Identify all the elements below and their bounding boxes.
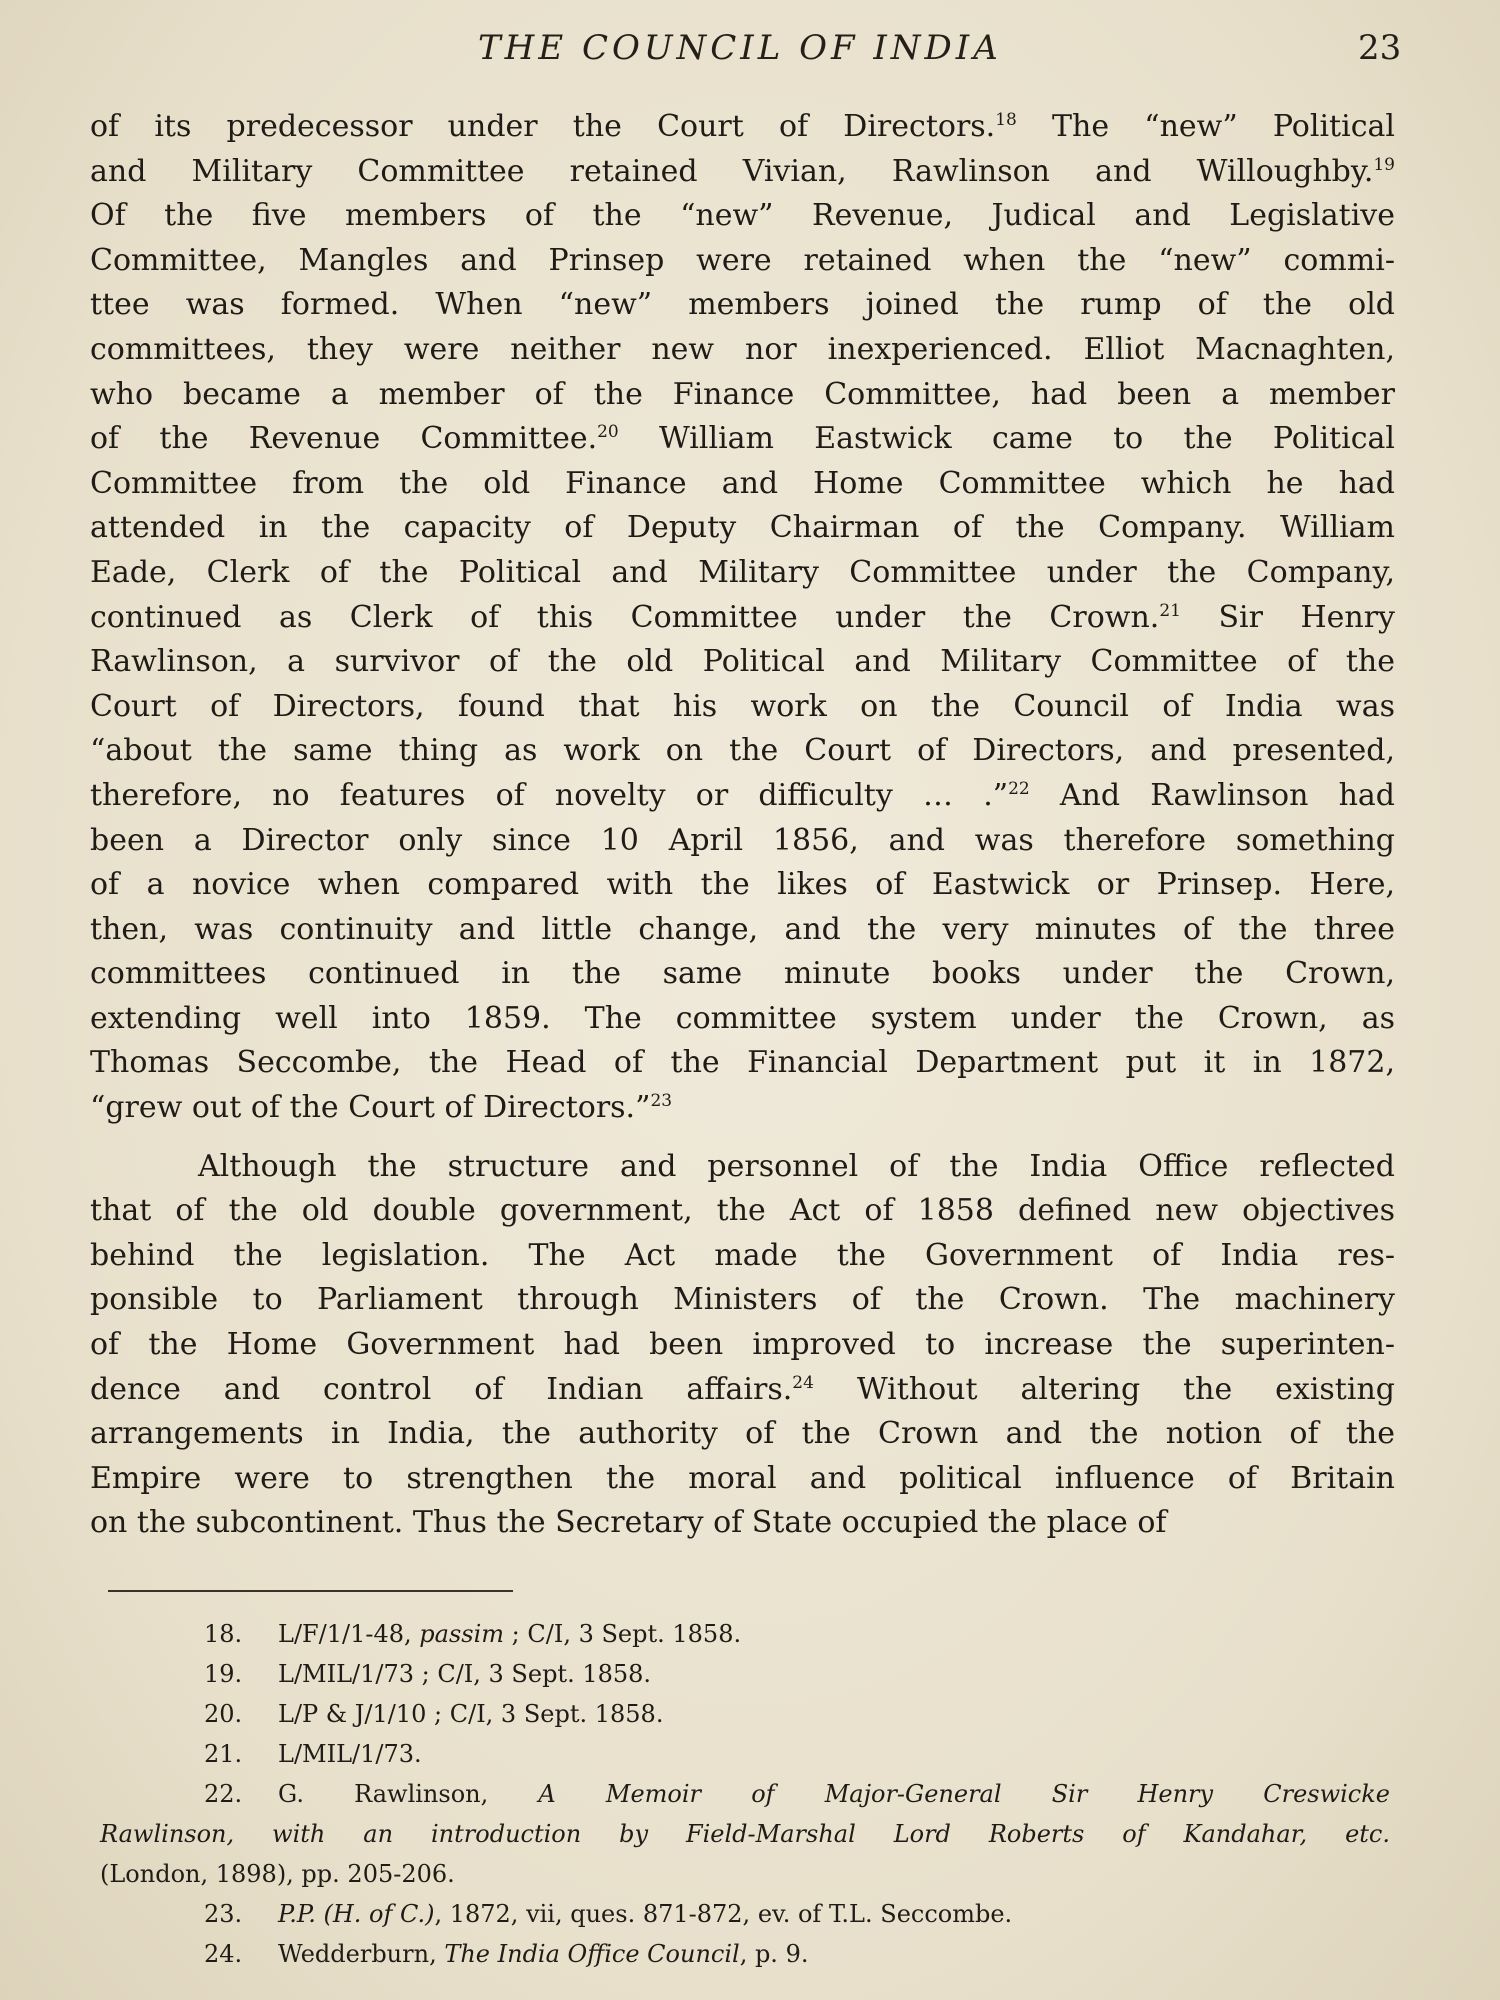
footnote-text <box>278 1774 1390 1814</box>
text-run: Rawlinson, a survivor of the old Political and Military Committee of the <box>90 644 1395 680</box>
text-line <box>90 328 1395 373</box>
text-line <box>90 596 1395 641</box>
text-line <box>90 1457 1395 1502</box>
text-line <box>90 1041 1395 1086</box>
text-run: Eade, Clerk of the Political and Military Committee under the Company, <box>90 554 1395 590</box>
text-run: Committee from the old Finance and Home Committee which he had <box>90 465 1395 501</box>
footnote-18 <box>0 1614 1500 1654</box>
text-run: Committee, Mangles and Prinsep were retained when the “new” commi- <box>90 242 1395 278</box>
footnote-21 <box>0 1734 1500 1774</box>
text-line <box>90 417 1395 462</box>
text-run: dence and control of Indian affairs. <box>90 1371 793 1407</box>
text-run: ttee was formed. When “new” members joined the rump of the old <box>90 287 1395 323</box>
paragraph-1 <box>90 105 1395 1131</box>
footnote-ref: 22 <box>1008 778 1030 799</box>
footnote-text-part: , 1872, vii, ques. 871-872, ev. of T.L. Seccombe. <box>434 1900 1013 1928</box>
text-run: William Eastwick came to the Political <box>618 421 1395 457</box>
text-line <box>90 1086 1395 1131</box>
footnote-italic: passim <box>419 1620 505 1648</box>
footnote-text: L/P & J/1/10 ; C/I, 3 Sept. 1858. <box>278 1700 664 1728</box>
text-line <box>90 506 1395 551</box>
text-line <box>90 1145 1395 1190</box>
text-line <box>90 729 1395 774</box>
text-run: continued as Clerk of this Committee under the Crown. <box>90 599 1160 635</box>
footnote-number: 22. <box>204 1780 243 1808</box>
text-line <box>90 105 1395 150</box>
text-line <box>90 1189 1395 1234</box>
text-line <box>90 462 1395 507</box>
text-run: The “new” Political <box>1016 109 1395 144</box>
footnote-text <box>278 1934 808 1974</box>
text-line <box>90 194 1395 239</box>
footnote-text-part: ; C/I, 3 Sept. 1858. <box>504 1620 742 1648</box>
running-head <box>0 28 1500 78</box>
page-number: 23 <box>1358 28 1402 68</box>
text-run: Although the structure and personnel of the India Office reflected <box>198 1148 1395 1184</box>
text-line <box>90 640 1395 685</box>
footnote-ref: 24 <box>792 1372 814 1393</box>
footnote-ref: 23 <box>650 1091 673 1112</box>
footnote-text <box>278 1614 741 1654</box>
text-line <box>90 908 1395 953</box>
text-run: committees continued in the same minute books under the Crown, <box>90 956 1395 992</box>
text-line <box>90 283 1395 328</box>
text-line <box>90 1278 1395 1323</box>
text-line <box>90 373 1395 418</box>
text-run: that of the old double government, the Act of 1858 defined new objectives <box>90 1193 1395 1229</box>
footnote-italic: A Memoir of Major-General Sir Henry Creswicke <box>538 1780 1390 1808</box>
footnote-text-part: , p. 9. <box>739 1940 809 1968</box>
text-run: attended in the capacity of Deputy Chairman of the Company. William <box>90 510 1395 546</box>
text-run: arrangements in India, the authority of the Crown and the notion of the <box>90 1416 1395 1452</box>
text-line <box>90 685 1395 730</box>
footnote-text-part: (London, 1898), pp. 205-206. <box>100 1860 455 1888</box>
text-run: then, was continuity and little change, and the very minutes of the three <box>90 911 1395 947</box>
footnote-rule <box>108 1590 513 1592</box>
footnote-text: L/MIL/1/73. <box>278 1740 422 1768</box>
footnotes <box>0 1614 1500 1974</box>
text-run: behind the legislation. The Act made the Government of India res- <box>90 1237 1395 1273</box>
text-run: of its predecessor under the Court of Directors. <box>90 109 996 144</box>
text-line <box>90 1234 1395 1279</box>
text-run: And Rawlinson had <box>1029 777 1395 813</box>
footnote-22 <box>0 1774 1500 1814</box>
footnote-22-cont <box>0 1814 1500 1854</box>
text-run: Sir Henry <box>1180 599 1396 635</box>
text-run: committees, they were neither new nor inexperienced. Elliot Macnaghten, <box>90 331 1395 367</box>
footnote-24 <box>0 1934 1500 1974</box>
text-line <box>90 1368 1395 1413</box>
text-line <box>90 774 1395 819</box>
text-run: “grew out of the Court of Directors.” <box>90 1090 651 1126</box>
text-run: of a novice when compared with the likes of Eastwick or Prinsep. Here, <box>90 867 1395 903</box>
footnote-text-part: G. Rawlinson, <box>278 1780 539 1808</box>
text-line <box>90 1501 1395 1546</box>
footnote-ref: 18 <box>995 110 1017 130</box>
footnote-23 <box>0 1894 1500 1934</box>
footnote-number: 21. <box>204 1740 243 1768</box>
footnote-ref: 19 <box>1373 154 1395 175</box>
footnote-number: 23. <box>204 1900 243 1928</box>
footnote-20 <box>0 1694 1500 1734</box>
text-run: extending well into 1859. The committee system under the Crown, as <box>90 1000 1395 1036</box>
text-run: ponsible to Parliament through Ministers of the Crown. The machinery <box>90 1282 1395 1318</box>
footnote-ref: 20 <box>597 422 619 443</box>
footnote-number: 18. <box>204 1620 243 1648</box>
body-text <box>90 105 1395 1546</box>
text-line <box>90 997 1395 1042</box>
paragraph-gap <box>90 1131 1395 1145</box>
text-line <box>90 952 1395 997</box>
text-run: therefore, no features of novelty or difficulty … .” <box>90 777 1009 813</box>
text-line <box>90 239 1395 284</box>
footnote-text-part: Wedderburn, <box>278 1940 445 1968</box>
footnote-number: 20. <box>204 1700 243 1728</box>
text-line <box>90 819 1395 864</box>
footnote-number: 24. <box>204 1940 243 1968</box>
text-line <box>90 1412 1395 1457</box>
footnote-19 <box>0 1654 1500 1694</box>
footnote-italic: The India Office Council <box>444 1940 740 1968</box>
footnote-text <box>278 1894 1012 1934</box>
footnote-text-part: L/F/1/1-48, <box>278 1620 420 1648</box>
footnote-ref: 21 <box>1159 600 1181 621</box>
text-line <box>90 863 1395 908</box>
text-run: who became a member of the Finance Committee, had been a member <box>90 376 1395 412</box>
text-run: and Military Committee retained Vivian, Rawlinson and Willoughby. <box>90 153 1374 189</box>
text-run: of the Revenue Committee. <box>90 421 598 457</box>
text-line <box>90 551 1395 596</box>
text-run: Thomas Seccombe, the Head of the Financial Department put it in 1872, <box>90 1045 1395 1081</box>
text-run: Court of Directors, found that his work on the Council of India was <box>90 688 1395 724</box>
text-run: Of the five members of the “new” Revenue, Judical and Legislative <box>90 198 1395 234</box>
text-run: Empire were to strengthen the moral and political influence of Britain <box>90 1460 1395 1496</box>
text-run: Without altering the existing <box>813 1371 1395 1407</box>
footnote-22-cont <box>0 1854 1500 1894</box>
running-title: THE COUNCIL OF INDIA <box>478 28 1002 68</box>
text-run: of the Home Government had been improved to increase the superinten- <box>90 1327 1395 1363</box>
text-run: on the subcontinent. Thus the Secretary of State occupied the place of <box>90 1505 1167 1541</box>
footnote-text: L/MIL/1/73 ; C/I, 3 Sept. 1858. <box>278 1660 652 1688</box>
footnote-italic: P.P. (H. of C.) <box>278 1900 435 1928</box>
text-line <box>90 1323 1395 1368</box>
footnote-italic: Rawlinson, with an introduction by Field-Marshal Lord Roberts of Kandahar, etc. <box>100 1820 1390 1848</box>
text-run: “about the same thing as work on the Court of Directors, and presented, <box>90 733 1395 769</box>
text-line <box>90 150 1395 195</box>
paragraph-2 <box>90 1145 1395 1546</box>
text-run: been a Director only since 10 April 1856, and was therefore something <box>90 822 1395 858</box>
footnote-number: 19. <box>204 1660 243 1688</box>
